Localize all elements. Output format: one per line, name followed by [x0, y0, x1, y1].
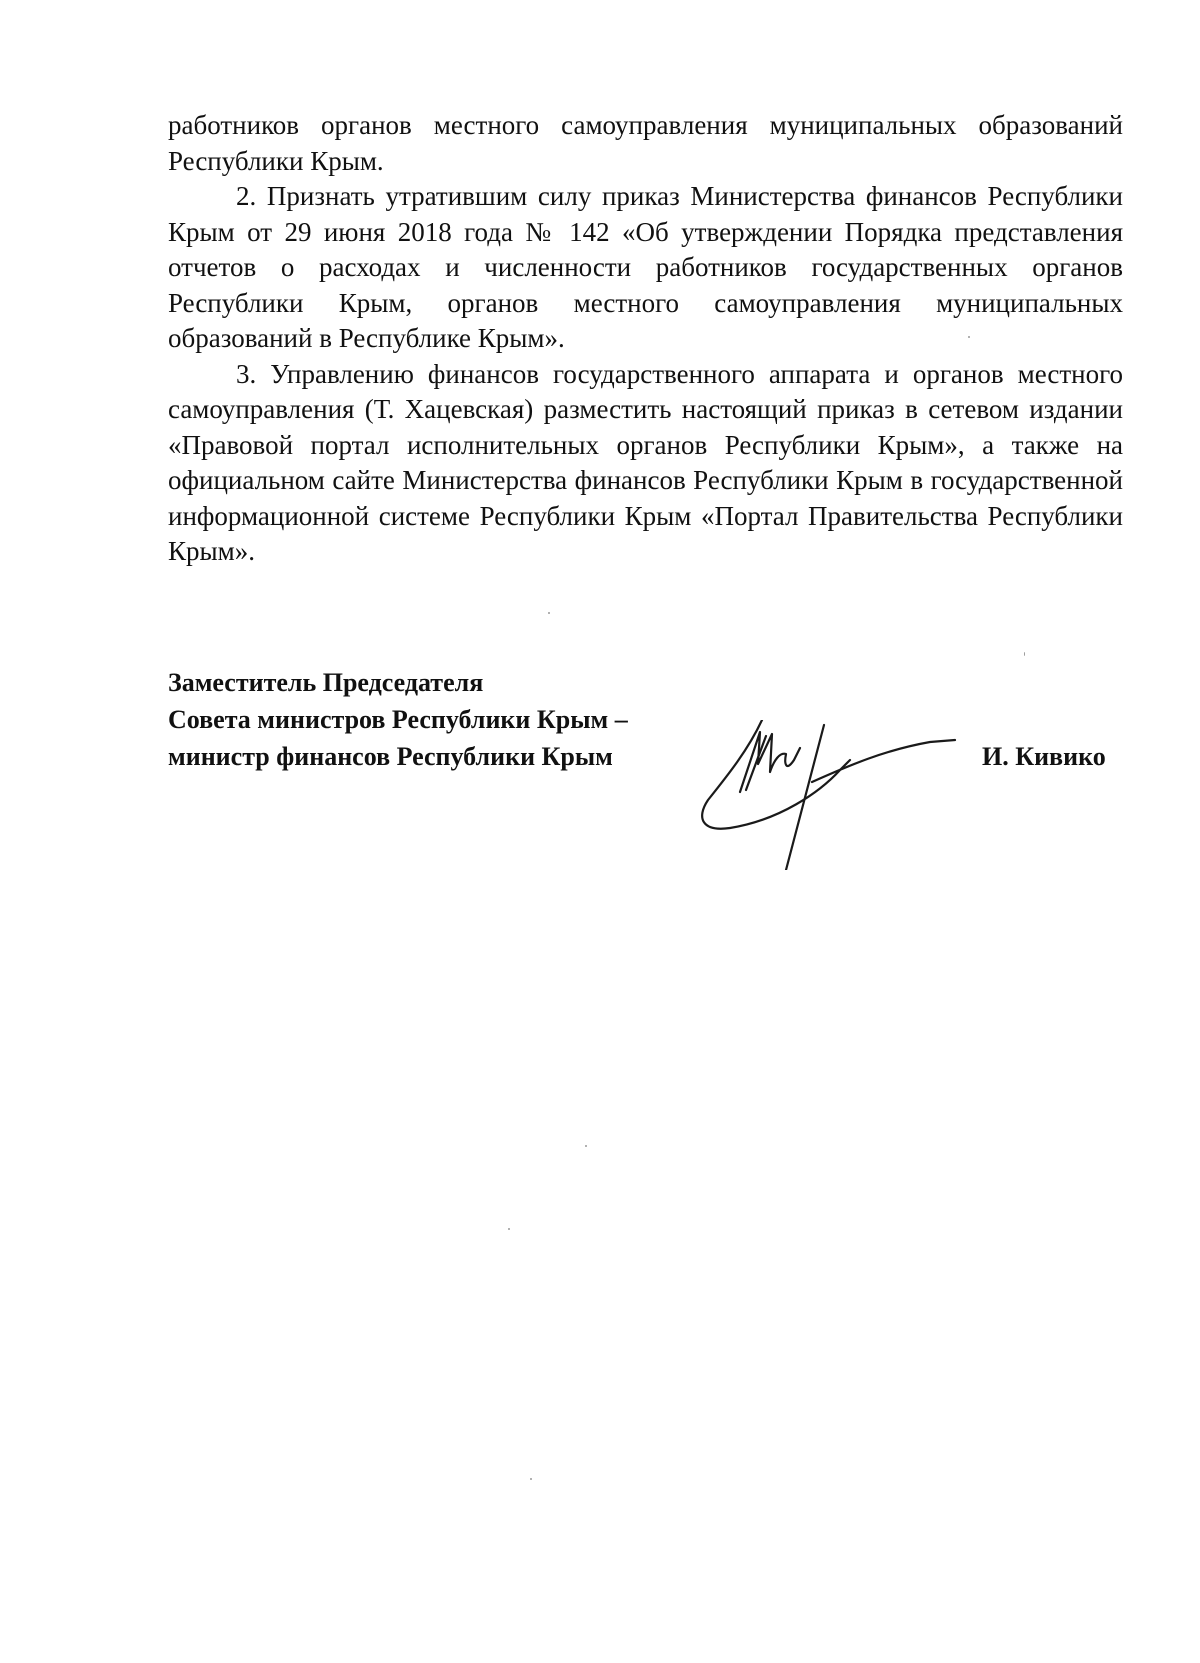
paragraph-continuation: работников органов местного самоуправления муниципальных образований Республики Крым. — [168, 110, 1123, 176]
paragraph-item-3: 3. Управлению финансов государственного аппарата и органов местного самоуправления (Т. Хацевская) разместить настоящий приказ в сетевом издании «Правовой портал исполнительных органов Республики Крым», а также на официальном сайте Министерства финансов Республики Крым в государственной информационной системе Республики Крым «Портал Правительства Республики Крым». — [168, 358, 1123, 566]
document-body — [168, 108, 1123, 570]
scan-speck — [968, 336, 970, 338]
signer-name: И. Кивико — [982, 742, 1106, 771]
scan-speck — [530, 1478, 532, 1480]
scan-speck — [508, 1228, 510, 1230]
scan-speck — [1024, 652, 1025, 656]
position-line-1: Заместитель Председателя — [168, 668, 484, 697]
position-line-2: Совета министров Республики Крым – — [168, 705, 628, 734]
scan-speck — [585, 1145, 587, 1147]
scan-speck — [548, 612, 550, 614]
paragraph-item-2: 2. Признать утратившим силу приказ Министерства финансов Республики Крым от 29 июня 2018 года № 142 «Об утверждении Порядка представления отчетов о расходах и численности работников государственных органов Республики Крым, органов местного самоуправления муниципальных образований в Республике Крым». — [168, 181, 1123, 353]
signatory-position — [168, 664, 688, 775]
position-line-3: министр финансов Республики Крым — [168, 742, 613, 771]
handwritten-signature — [700, 720, 960, 870]
